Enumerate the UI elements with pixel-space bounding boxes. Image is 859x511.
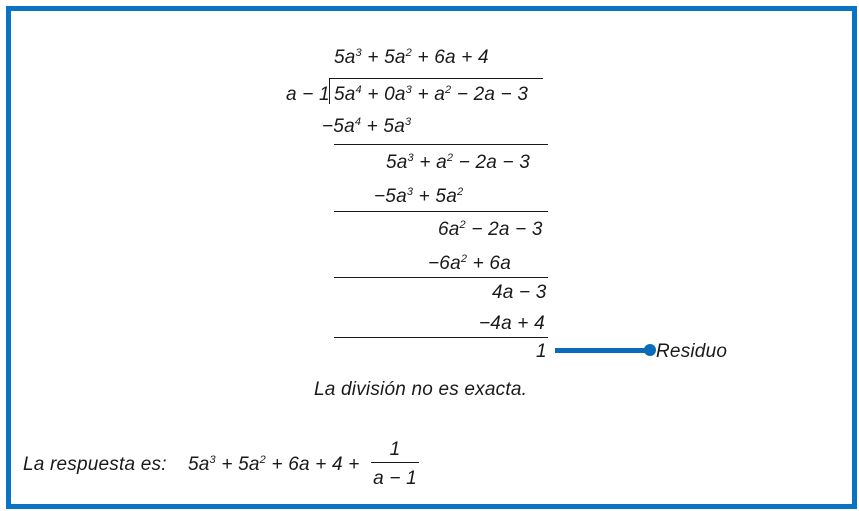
residuo-connector — [555, 348, 650, 353]
step-remainder-1: $5a^3 + a^2 - 2a - 3$ — [386, 152, 531, 173]
rule-4 — [334, 337, 548, 338]
rule-1 — [334, 144, 548, 145]
step-subtract-3: $-6a^2 + 6a$ — [428, 253, 511, 274]
quotient: $5a^3 + 5a^2 + 6a + 4$ — [334, 47, 489, 68]
step-remainder-3: 4a − 3 — [492, 282, 547, 303]
rule-3 — [334, 277, 548, 278]
fraction-bar — [371, 462, 419, 463]
answer-fraction — [371, 440, 419, 488]
step-subtract-4: −4a + 4 — [479, 313, 545, 334]
step-subtract-1: $-5a^4 + 5a^3$ — [322, 116, 412, 137]
fraction-numerator: 1 — [389, 439, 401, 460]
answer-prefix: La respuesta es: — [23, 454, 167, 475]
note-not-exact: La división no es exacta. — [314, 379, 528, 400]
divisor: a − 1 — [286, 84, 330, 105]
remainder-value: 1 — [536, 341, 547, 362]
rule-2 — [334, 211, 548, 212]
residuo-connector-dot — [644, 344, 656, 356]
step-subtract-2: $-5a^3 + 5a^2$ — [374, 186, 464, 207]
answer-expression: $5a^3 + 5a^2 + 6a + 4$ + — [188, 454, 360, 475]
residuo-label: Residuo — [656, 341, 728, 362]
step-remainder-2: $6a^2 - 2a - 3$ — [438, 219, 543, 240]
dividend: $5a^4 + 0a^3 + a^2 - 2a - 3$ — [334, 84, 529, 105]
fraction-denominator: a − 1 — [373, 468, 417, 489]
